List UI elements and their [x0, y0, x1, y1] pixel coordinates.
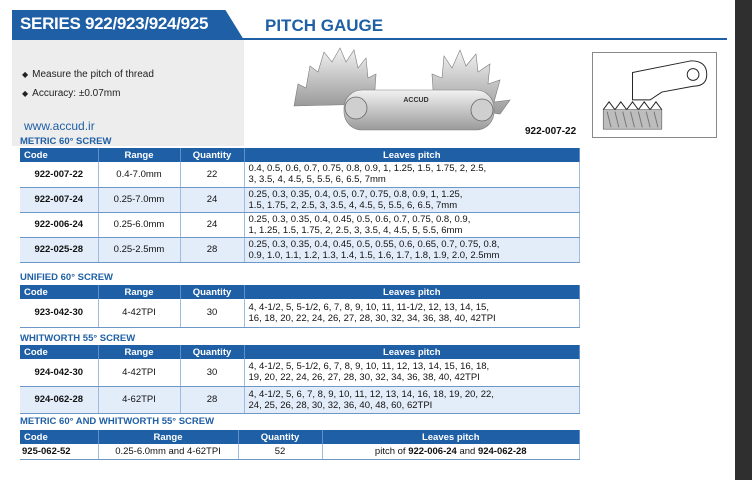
table-header-row [20, 430, 580, 444]
cell-code: 925-062-52 [20, 444, 98, 459]
pitch-gauge-photo [284, 44, 524, 140]
cell-quantity: 52 [238, 444, 322, 459]
cell-pitch: 0.25, 0.3, 0.35, 0.4, 0.45, 0.5, 0.6, 0.7, 0.75, 0.8, 0.9, 1, 1.25, 1.5, 1.75, 2, 2.5, 3, 3.5, 4, 4.5, 5, 5.5, 6mm [244, 212, 580, 237]
cell-pitch: 0.25, 0.3, 0.35, 0.4, 0.45, 0.5, 0.55, 0.6, 0.65, 0.7, 0.75, 0.8, 0.9, 1.0, 1.1, 1.2, 1.3, 1.4, 1.5, 1.6, 1.7, 1.8, 1.9, 2.0, 2.5mm [244, 237, 580, 262]
col-quantity: Quantity [180, 285, 244, 299]
website-link[interactable]: www.accud.ir [24, 119, 95, 133]
photo-brand-text: ACCUD [403, 97, 429, 104]
photo-model-code: 922-007-22 [525, 126, 577, 137]
cell-pitch: 4, 4-1/2, 5, 5-1/2, 6, 7, 8, 9, 10, 11, 11-1/2, 12, 13, 14, 15, 16, 18, 20, 22, 24, 26, 27, 28, 30, 32, 34, 36, 38, 40, 42TPI [244, 299, 580, 327]
cell-quantity: 30 [180, 299, 244, 327]
col-leaves: Leaves pitch [322, 430, 580, 444]
col-range: Range [98, 430, 238, 444]
col-quantity: Quantity [180, 345, 244, 359]
cell-quantity: 24 [180, 187, 244, 212]
cell-quantity: 22 [180, 162, 244, 187]
cell-range: 0.25-6.0mm and 4-62TPI [98, 444, 238, 459]
cell-pitch: pitch of 922-006-24 and 924-062-28 [322, 444, 580, 459]
cell-code: 924-062-28 [20, 386, 98, 413]
table-row [20, 212, 580, 237]
cell-code: 922-025-28 [20, 237, 98, 262]
cell-pitch: 0.4, 0.5, 0.6, 0.7, 0.75, 0.8, 0.9, 1, 1.25, 1.5, 1.75, 2, 2.5, 3, 3.5, 4, 4.5, 5, 5.5, 6, 6.5, 7mm [244, 162, 580, 187]
col-quantity: Quantity [180, 148, 244, 162]
bullet-icon: ◆ [22, 70, 29, 79]
cell-quantity: 24 [180, 212, 244, 237]
table-row [20, 359, 580, 386]
unified-table [20, 285, 580, 328]
cell-quantity: 30 [180, 359, 244, 386]
product-title: PITCH GAUGE [265, 16, 384, 35]
series-title: SERIES 922/923/924/925 [20, 14, 209, 33]
col-range: Range [98, 148, 180, 162]
scrollbar[interactable] [735, 0, 752, 480]
cell-range: 4-62TPI [98, 386, 180, 413]
cell-code: 922-007-22 [20, 162, 98, 187]
cell-range: 0.25-7.0mm [98, 187, 180, 212]
table-row [20, 386, 580, 413]
table-row [20, 162, 580, 187]
cell-range: 4-42TPI [98, 299, 180, 327]
col-range: Range [98, 345, 180, 359]
cell-quantity: 28 [180, 237, 244, 262]
col-leaves: Leaves pitch [244, 285, 580, 299]
col-range: Range [98, 285, 180, 299]
cell-pitch: 4, 4-1/2, 5, 6, 7, 8, 9, 10, 11, 12, 13, 14, 16, 18, 19, 20, 22, 24, 25, 26, 28, 30, 32, 36, 40, 48, 60, 62TPI [244, 386, 580, 413]
table-header-row [20, 148, 580, 162]
col-code: Code [20, 345, 98, 359]
cell-quantity: 28 [180, 386, 244, 413]
cell-code: 922-007-24 [20, 187, 98, 212]
col-code: Code [20, 148, 98, 162]
table-row [20, 187, 580, 212]
cell-range: 0.4-7.0mm [98, 162, 180, 187]
cell-range: 4-42TPI [98, 359, 180, 386]
table-header-row [20, 345, 580, 359]
feature-item: ◆ Measure the pitch of thread [22, 69, 154, 80]
table-row [20, 444, 580, 459]
section-title-combined: METRIC 60° AND WHITWORTH 55° SCREW [20, 416, 215, 427]
bullet-icon: ◆ [22, 89, 29, 98]
cell-pitch: 0.25, 0.3, 0.35, 0.4, 0.5, 0.7, 0.75, 0.8, 0.9, 1, 1.25, 1.5, 1.75, 2, 2.5, 3, 3.5, 4, 4.5, 5, 5.5, 6, 6.5, 7mm [244, 187, 580, 212]
section-title-whitworth: WHITWORTH 55° SCREW [20, 333, 136, 344]
combined-table [20, 430, 580, 460]
cell-code: 923-042-30 [20, 299, 98, 327]
metric-table [20, 148, 580, 263]
cell-pitch: 4, 4-1/2, 5, 5-1/2, 6, 7, 8, 9, 10, 11, 12, 13, 14, 15, 16, 18, 19, 20, 22, 24, 26, 27, 28, 30, 32, 34, 36, 38, 40, 42TPI [244, 359, 580, 386]
cell-range: 0.25-2.5mm [98, 237, 180, 262]
usage-diagram [592, 52, 717, 138]
table-row [20, 237, 580, 262]
section-title-metric: METRIC 60° SCREW [20, 136, 112, 147]
col-quantity: Quantity [238, 430, 322, 444]
feature-item: ◆ Accuracy: ±0.07mm [22, 88, 121, 99]
table-row [20, 299, 580, 327]
whitworth-table [20, 345, 580, 414]
col-code: Code [20, 285, 98, 299]
col-leaves: Leaves pitch [244, 148, 580, 162]
col-code: Code [20, 430, 98, 444]
section-title-unified: UNIFIED 60° SCREW [20, 272, 114, 283]
cell-range: 0.25-6.0mm [98, 212, 180, 237]
cell-code: 924-042-30 [20, 359, 98, 386]
cell-code: 922-006-24 [20, 212, 98, 237]
table-header-row [20, 285, 580, 299]
col-leaves: Leaves pitch [244, 345, 580, 359]
